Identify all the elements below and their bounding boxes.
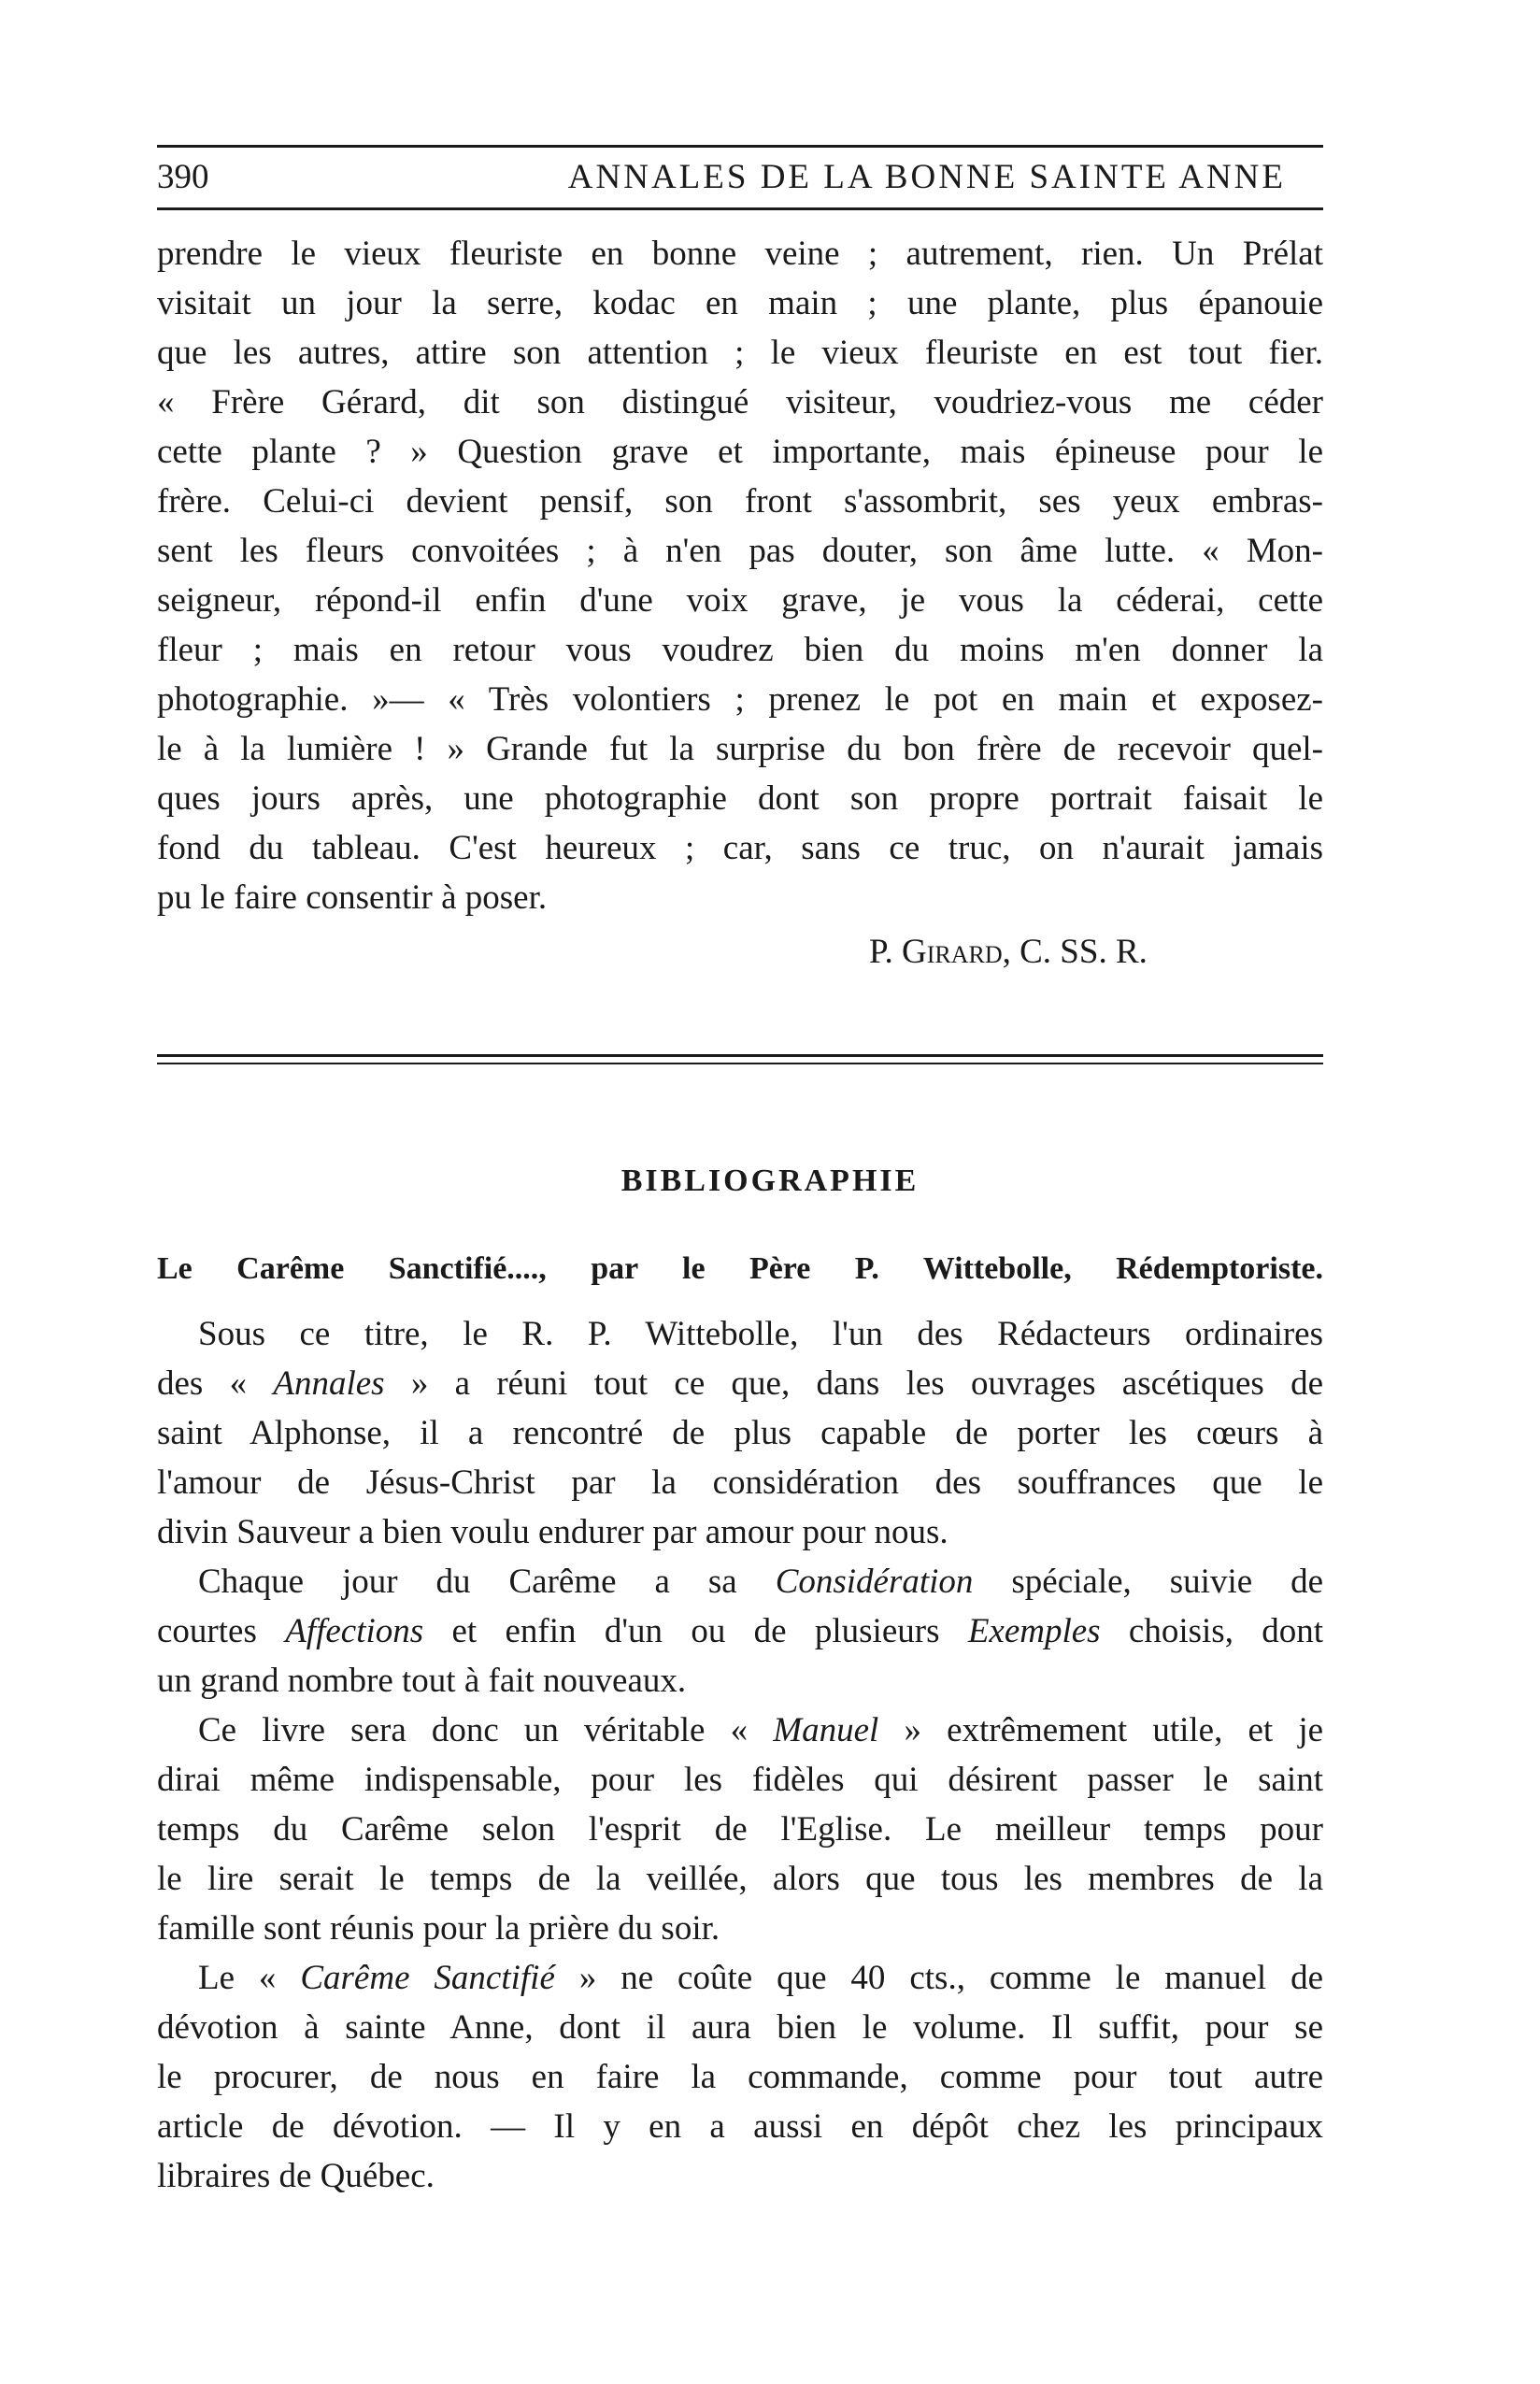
italic-term: Exemples [967,1612,1101,1650]
text-line: famille sont réunis pour la prière du soir. [157,1909,720,1948]
text-line: des « Annales » a réuni tout ce que, dans les ouvrages ascétiques de [157,1364,1324,1403]
text-line: fleur ; mais en retour vous voudrez bien du moins m'en donner la [157,631,1323,669]
text-line: le lire serait le temps de la veillée, alors que tous les membres de la [157,1860,1323,1898]
running-header [157,157,1323,204]
text-line: libraires de Québec. [157,2157,435,2195]
text-line: Ce livre sera donc un véritable « Manuel » extrêmement utile, et je [198,1711,1324,1749]
italic-term: Annales [273,1364,385,1403]
italic-term: Carême Sanctifié [300,1959,555,1997]
text-line: « Frère Gérard, dit son distingué visiteur, voudriez-vous me céder [157,383,1323,421]
text-line: pu le faire consentir à poser. [157,878,548,917]
section-title: BIBLIOGRAPHIE [620,1163,920,1198]
text-line: le à la lumière ! » Grande fut la surprise du bon frère de recevoir quel- [157,730,1323,768]
text-line: Le « Carême Sanctifié » ne coûte que 40 cts., comme le manuel de [198,1959,1324,1997]
text-line: dévotion à sainte Anne, dont il aura bien le volume. Il suffit, pour se [157,2008,1323,2047]
page-number: 390 [157,158,209,196]
text-line: Chaque jour du Carême a sa Considération spéciale, suivie de [198,1563,1324,1601]
text-line: seigneur, répond-il enfin d'une voix grave, je vous la céderai, cette [157,581,1323,620]
header-top-rule [157,145,1323,148]
text-line: fond du tableau. C'est heureux ; car, sans ce truc, on n'aurait jamais [157,829,1323,867]
text-line: saint Alphonse, il a rencontré de plus capable de porter les cœurs à [157,1414,1323,1452]
signature-name: Girard [901,933,1003,971]
signature: P. Girard, C. SS. R. [869,933,1148,971]
text-line: le procurer, de nous en faire la commande, comme pour tout autre [157,2058,1323,2096]
text-line: Sous ce titre, le R. P. Wittebolle, l'un des Rédacteurs ordinaires [198,1315,1323,1353]
text-line: photographie. »— « Très volontiers ; prenez le pot en main et exposez- [157,680,1323,719]
section-divider-bottom [157,1063,1323,1064]
header-bottom-rule [157,207,1323,210]
running-title: ANNALES DE LA BONNE SAINTE ANNE [567,158,1286,196]
text-line: dirai même indispensable, pour les fidèles qui désirent passer le saint [157,1761,1323,1799]
italic-term: Affections [285,1612,424,1650]
text-line: visitait un jour la serre, kodac en main ; une plante, plus épanouie [157,284,1323,322]
text-line: temps du Carême selon l'esprit de l'Eglise. Le meilleur temps pour [157,1810,1323,1849]
text-line: courtes Affections et enfin d'un ou de plusieurs Exemples choisis, dont [157,1612,1324,1650]
text-line: ques jours après, une photographie dont son propre portrait faisait le [157,779,1323,818]
text-line: frère. Celui-ci devient pensif, son front s'assombrit, ses yeux embras- [157,482,1323,521]
italic-term: Considération [775,1563,974,1601]
text-line: prendre le vieux fleuriste en bonne veine ; autrement, rien. Un Prélat [157,235,1323,273]
text-line: que les autres, attire son attention ; le vieux fleuriste en est tout fier. [157,334,1323,372]
text-line: divin Sauveur a bien voulu endurer par amour pour nous. [157,1513,948,1551]
text-line: article de dévotion. — Il y en a aussi en dépôt chez les principaux [157,2107,1323,2146]
book-citation: Le Carême Sanctifié...., par le Père P. Wittebolle, Rédemptoriste. [157,1251,1323,1286]
section-divider-top [157,1054,1323,1057]
text-line: sent les fleurs convoitées ; à n'en pas douter, son âme lutte. « Mon- [157,532,1323,570]
italic-term: Manuel [773,1711,879,1749]
text-line: cette plante ? » Question grave et importante, mais épineuse pour le [157,433,1323,471]
text-line: un grand nombre tout à fait nouveaux. [157,1662,687,1700]
text-line: l'amour de Jésus-Christ par la considération des souffrances que le [157,1463,1323,1502]
